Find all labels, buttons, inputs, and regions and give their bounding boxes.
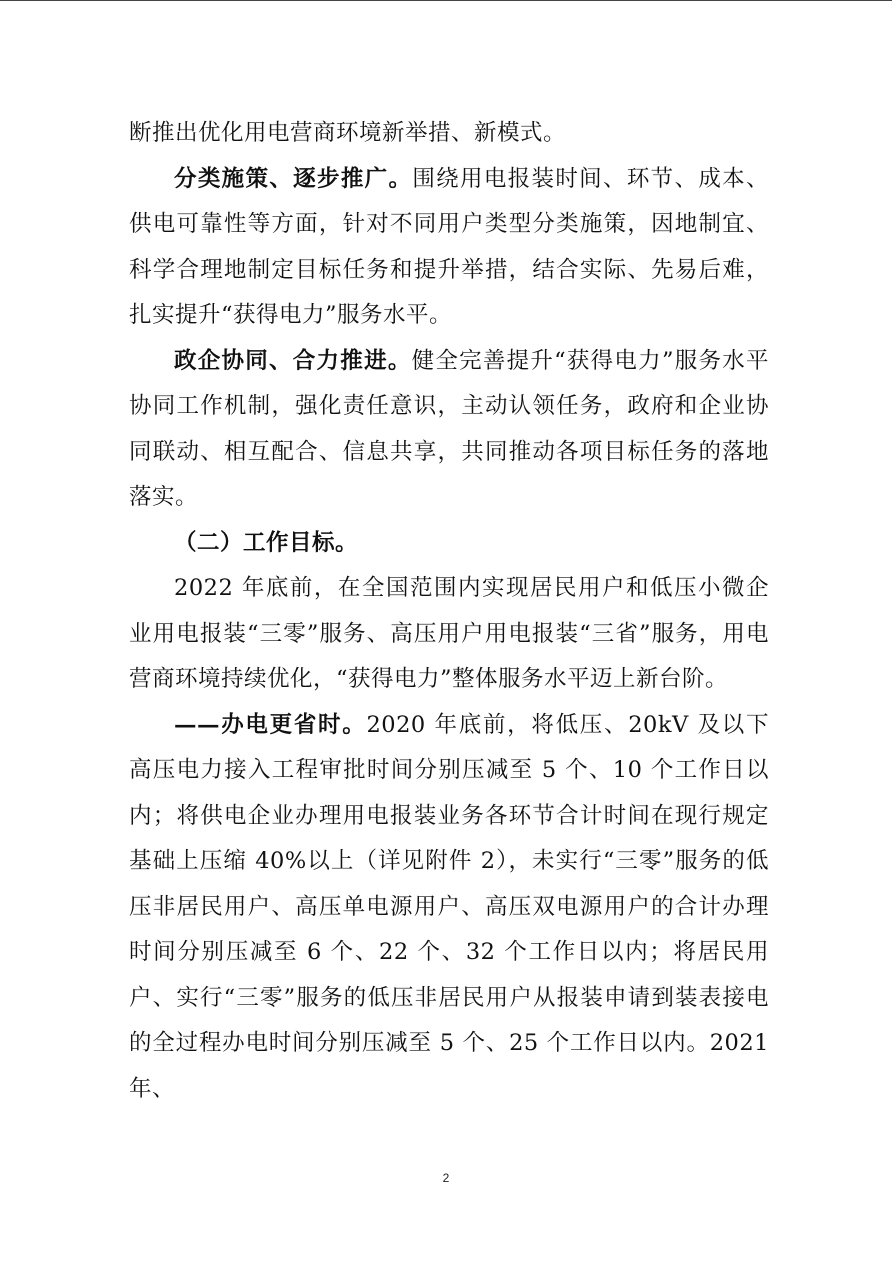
paragraph-lead: 政企协同、合力推进。: [174, 347, 412, 374]
paragraph-2022-goal: [129, 566, 769, 703]
paragraph-text: 2020 年底前，将低压、20kV 及以下高压电力接入工程审批时间分别压减至 5 个、10 个工作日以内；将供电企业办理用电报装业务各环节合计时间在现行规定基础上压缩 40%以上（详见附件 2），未实行“三零”服务的低压非居民用户、高压单电源用户、高压双电源用户的合计办理时间分别压减至 6 个、22 个、32 个工作日以内；将居民用户、实行“三零”服务的低压非居民用户从报装申请到装表接电的全过程办电时间分别压减至 5 个、25 个工作日以内。2021 年、: [129, 711, 769, 1102]
page-number: 2: [442, 1171, 450, 1185]
paragraph-text: 围绕用电报装时间、环节、成本、供电可靠性等方面，针对不同用户类型分类施策，因地制宜、科学合理地制定目标任务和提升举措，结合实际、先易后难，扎实提升“获得电力”服务水平。: [129, 165, 769, 328]
section-heading: （二）工作目标。: [174, 529, 359, 556]
paragraph-text: 断推出优化用电营商环境新举措、新模式。: [129, 120, 567, 146]
paragraph-lead: 分类施策、逐步推广。: [174, 165, 413, 192]
paragraph-gov-enterprise-cooperation: [129, 339, 769, 521]
paragraph-continuation: [129, 111, 769, 157]
section-heading-work-goals: [129, 521, 769, 567]
paragraph-classified-policy: [129, 157, 769, 339]
document-body: [129, 111, 769, 1112]
top-border-line: [0, 0, 892, 1]
paragraph-lead: ——办电更省时。: [174, 711, 367, 738]
paragraph-save-time: [129, 703, 769, 1113]
paragraph-text: 2022 年底前，在全国范围内实现居民用户和低压小微企业用电报装“三零”服务、高压用户用电报装“三省”服务，用电营商环境持续优化，“获得电力”整体服务水平迈上新台阶。: [129, 575, 769, 692]
paragraph-text: 健全完善提升“获得电力”服务水平协同工作机制，强化责任意识，主动认领任务，政府和企业协同联动、相互配合、信息共享，共同推动各项目标任务的落地落实。: [129, 347, 769, 510]
